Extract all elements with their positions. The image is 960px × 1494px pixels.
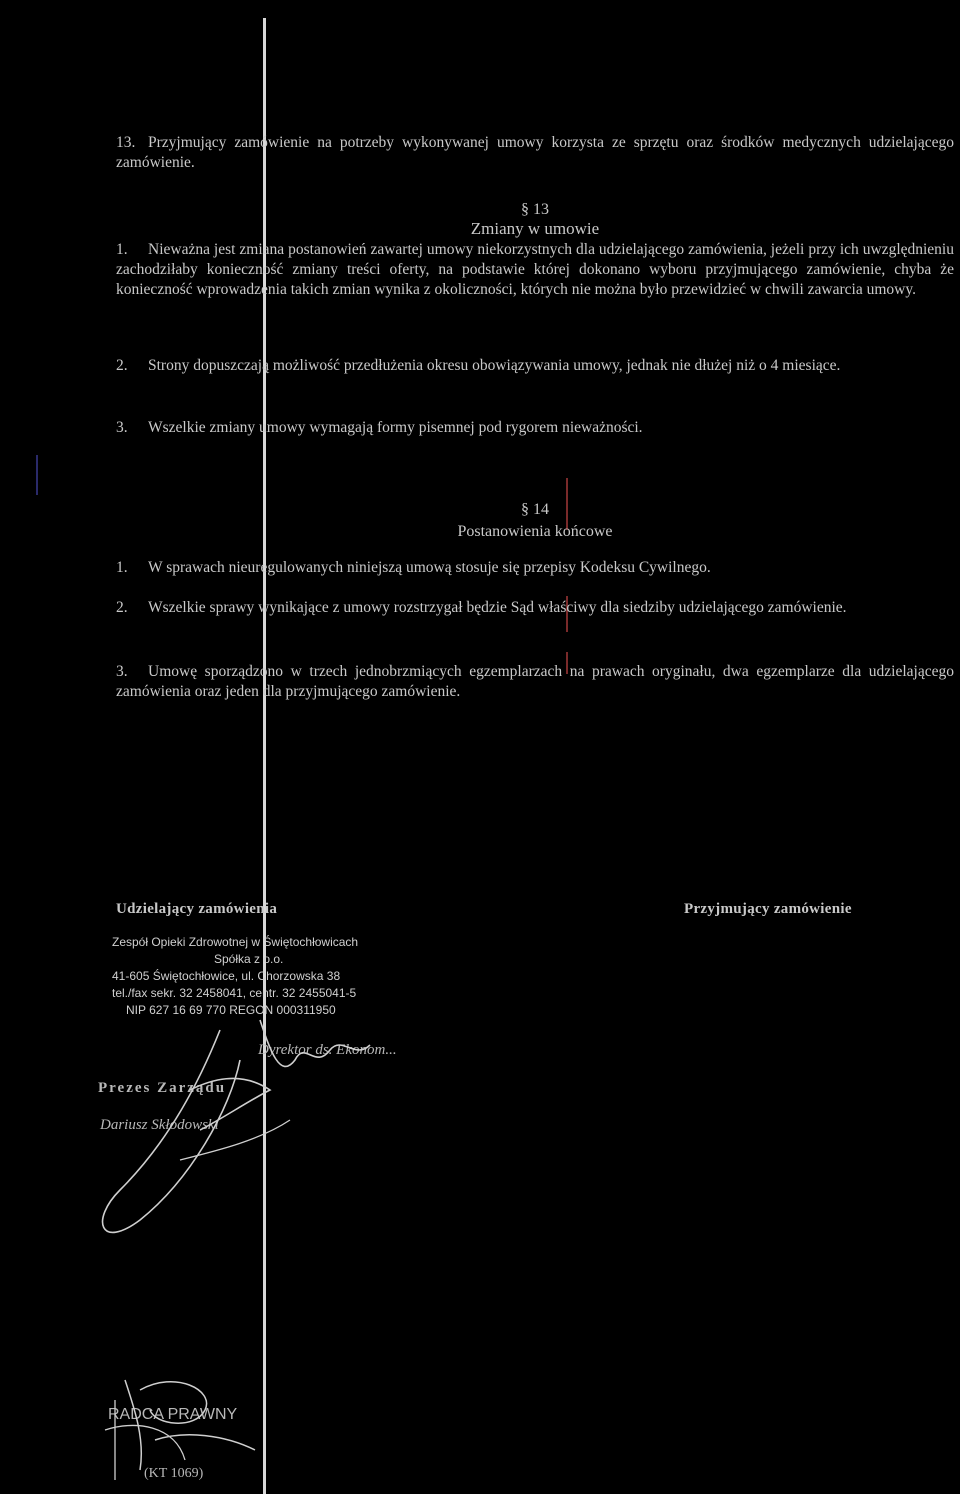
stamp-tax-id: NIP 627 16 69 770 REGON 000311950: [126, 1003, 336, 1017]
section-13-item: [116, 356, 954, 376]
section-13-item: [116, 240, 954, 300]
item-text: Umowę sporządzono w trzech jednobrzmiących egzemplarzach na prawach oryginału, dwa egzemplarze dla udzielającego zamówienia oraz jeden dla przyjmującego zamówienie.: [116, 663, 954, 700]
scan-artifact-mark: [36, 455, 38, 495]
section-14-number: § 14: [521, 501, 549, 518]
item-text: W sprawach nieuregulowanych niniejszą umową stosuje się przepisy Kodeksu Cywilnego.: [148, 559, 711, 576]
radca-stamp-number: (KT 1069): [144, 1466, 204, 1481]
section-13-title: Zmiany w umowie: [470, 219, 600, 238]
item-number: 1.: [116, 241, 128, 258]
prezes-stamp-label: Prezes Zarządu: [98, 1080, 227, 1096]
left-party-label: Udzielający zamówienia: [116, 901, 278, 917]
radca-stamp-label: RADCA PRAWNY: [108, 1406, 238, 1423]
section-14-item: [116, 558, 954, 578]
item-text: Wszelkie zmiany umowy wymagają formy pisemnej pod rygorem nieważności.: [148, 419, 643, 436]
stamp-company-name: Zespół Opieki Zdrowotnej w Świętochłowicach: [112, 935, 359, 949]
item-text: Strony dopuszczają możliwość przedłużenia okresu obowiązywania umowy, jednak nie dłużej niż o 4 miesiące.: [148, 357, 841, 374]
item-number: 3.: [116, 419, 128, 436]
clause-number: 13.: [116, 134, 136, 151]
section-14-title: Postanowienia końcowe: [457, 523, 613, 540]
right-party-label: Przyjmujący zamówienie: [684, 901, 852, 917]
stamp-phone: tel./fax sekr. 32 2458041, centr. 32 2455041-5: [112, 986, 357, 1000]
section-13-number: § 13: [521, 201, 549, 218]
section-14-item: [116, 598, 954, 618]
item-number: 2.: [116, 599, 128, 616]
item-number: 3.: [116, 663, 128, 680]
item-text: Nieważna jest zmiana postanowień zawartej umowy niekorzystnych dla udzielającego zamówienia, jeżeli przy ich uwzględnieniu zachodziłaby konieczność zmiany treści oferty, na podstawie której dokonano wyboru przyjmującego zamówienie, chyba że konieczność wprowadzenia takich zmian wynika z okoliczności, których nie można było przewidzieć w chwili zawarcia umowy.: [116, 241, 954, 298]
section-14-item: [116, 662, 954, 702]
signature-scribble-icon: [80, 1020, 460, 1260]
clause-13: [116, 133, 954, 173]
director-stamp-text: Dyrektor ds. Ekonom...: [258, 1042, 397, 1058]
clause-text: Przyjmujący zamówienie na potrzeby wykonywanej umowy korzysta ze sprzętu oraz środków medycznych udzielającego zamówienie.: [116, 134, 954, 171]
section-13-item: [116, 418, 954, 438]
radca-signature-icon: [95, 1370, 275, 1490]
item-number: 1.: [116, 559, 128, 576]
stamp-address: 41-605 Świętochłowice, ul. Chorzowska 38: [112, 969, 341, 983]
company-stamp: [112, 934, 442, 1019]
item-number: 2.: [116, 357, 128, 374]
prezes-stamp-name: Dariusz Skłodowski: [100, 1117, 219, 1133]
stamp-company-form: Spółka z o.o.: [214, 952, 284, 966]
item-text: Wszelkie sprawy wynikające z umowy rozstrzygał będzie Sąd właściwy dla siedziby udzielającego zamówienie.: [148, 599, 847, 616]
